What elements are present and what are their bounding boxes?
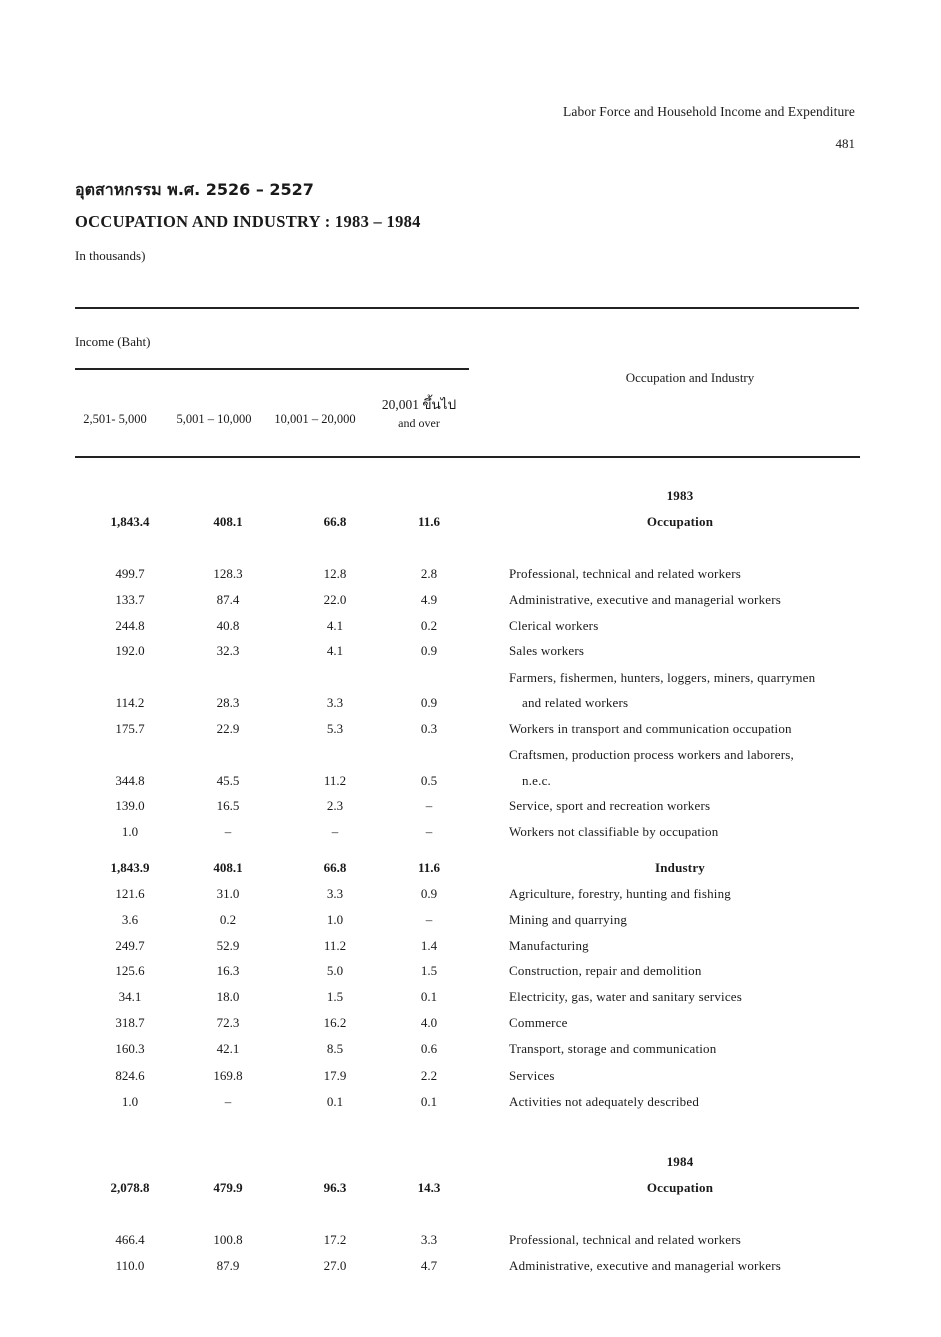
table-cell-value: 249.7 — [115, 938, 145, 953]
table-cell-value: 0.1 — [420, 1094, 438, 1109]
table-row — [0, 860, 941, 886]
table-cell-value: 11.6 — [417, 514, 441, 529]
table-cell-value: – — [425, 824, 433, 839]
table-cell-value: 318.7 — [115, 1015, 145, 1030]
table-cell-value: 87.4 — [216, 592, 240, 607]
table-cell-value: 4.1 — [326, 618, 344, 633]
row-label: Occupation — [646, 514, 714, 529]
table-cell-value: 2.3 — [326, 798, 344, 813]
table-cell-value: 34.1 — [118, 989, 142, 1004]
row-label: Transport, storage and communication — [509, 1041, 717, 1056]
table-cell-value: 32.3 — [216, 643, 240, 658]
table-cell-value: 0.2 — [420, 618, 438, 633]
table-cell-value: 1.5 — [326, 989, 344, 1004]
table-cell-value: 11.6 — [417, 860, 441, 875]
table-cell-value: 1.0 — [121, 824, 139, 839]
table-cell-value: 2.8 — [420, 566, 438, 581]
table-cell-value: 0.1 — [420, 989, 438, 1004]
table-cell-value: 125.6 — [115, 963, 145, 978]
table-cell-value: 3.3 — [326, 695, 344, 710]
row-label: 1984 — [666, 1154, 694, 1169]
table-row — [0, 773, 941, 799]
page-number: 481 — [835, 136, 855, 151]
row-label: and related workers — [522, 695, 629, 710]
table-cell-value: 192.0 — [115, 643, 145, 658]
table-cell-value: 114.2 — [115, 695, 145, 710]
page-title: OCCUPATION AND INDUSTRY : 1983 – 1984 — [75, 212, 421, 231]
table-cell-value: 479.9 — [213, 1180, 243, 1195]
table-cell-value: 4.7 — [420, 1258, 438, 1273]
table-cell-value: 4.9 — [420, 592, 438, 607]
row-label: Mining and quarrying — [509, 912, 628, 927]
table-cell-value: 18.0 — [216, 989, 240, 1004]
table-cell-value: 133.7 — [115, 592, 145, 607]
table-cell-value: 5.3 — [326, 721, 344, 736]
table-cell-value: 3.6 — [121, 912, 139, 927]
table-cell-value: 16.3 — [216, 963, 240, 978]
row-label: Activities not adequately described — [509, 1094, 700, 1109]
row-label: Commerce — [509, 1015, 568, 1030]
table-cell-value: 4.1 — [326, 643, 344, 658]
table-row — [0, 1180, 941, 1206]
table-cell-value: 466.4 — [115, 1232, 145, 1247]
table-cell-value: 175.7 — [115, 721, 145, 736]
table-cell-value: 3.3 — [326, 886, 344, 901]
table-cell-value: – — [425, 798, 433, 813]
stub-header: Occupation and Industry — [625, 370, 755, 385]
table-cell-value: 408.1 — [213, 514, 243, 529]
table-row — [0, 721, 941, 747]
table-cell-value: – — [224, 1094, 232, 1109]
column-header-3: 10,001 – 20,000 — [274, 412, 356, 426]
table-row — [0, 963, 941, 989]
table-row — [0, 1094, 941, 1120]
table-row — [0, 592, 941, 618]
table-cell-value: – — [224, 824, 232, 839]
row-label: Electricity, gas, water and sanitary services — [509, 989, 743, 1004]
table-cell-value: 87.9 — [216, 1258, 240, 1273]
table-row — [0, 488, 941, 514]
table-cell-value: 0.9 — [420, 643, 438, 658]
table-cell-value: 5.0 — [326, 963, 344, 978]
table-row — [0, 798, 941, 824]
table-cell-value: 17.9 — [323, 1068, 347, 1083]
thai-title: อุตสาหกรรม พ.ศ. 2526 – 2527 — [75, 180, 314, 199]
table-cell-value: 45.5 — [216, 773, 240, 788]
units-note: In thousands) — [75, 248, 146, 263]
row-label: Workers in transport and communication occupation — [509, 721, 792, 736]
table-row — [0, 938, 941, 964]
table-cell-value: 66.8 — [323, 860, 347, 875]
table-row — [0, 1258, 941, 1284]
column-header-4-sub: and over — [398, 416, 440, 430]
table-row — [0, 695, 941, 721]
column-header-2: 5,001 – 10,000 — [176, 412, 252, 426]
table-cell-value: 31.0 — [216, 886, 240, 901]
table-cell-value: 160.3 — [115, 1041, 145, 1056]
table-cell-value: 27.0 — [323, 1258, 347, 1273]
table-cell-value: 0.2 — [219, 912, 237, 927]
table-row — [0, 670, 941, 696]
table-row — [0, 1154, 941, 1180]
table-cell-value: 16.2 — [323, 1015, 347, 1030]
table-cell-value: 0.9 — [420, 695, 438, 710]
table-cell-value: 408.1 — [213, 860, 243, 875]
table-cell-value: 12.8 — [323, 566, 347, 581]
table-cell-value: 169.8 — [213, 1068, 243, 1083]
column-header-1: 2,501- 5,000 — [83, 412, 147, 426]
table-cell-value: 499.7 — [115, 566, 145, 581]
table-cell-value: 22.9 — [216, 721, 240, 736]
table-cell-value: 0.6 — [420, 1041, 438, 1056]
table-cell-value: 0.3 — [420, 721, 438, 736]
row-label: Farmers, fishermen, hunters, loggers, miners, quarrymen — [509, 670, 816, 685]
row-label: n.e.c. — [522, 773, 551, 788]
row-label: Manufacturing — [509, 938, 589, 953]
table-cell-value: 344.8 — [115, 773, 145, 788]
row-label: Occupation — [646, 1180, 714, 1195]
row-label: 1983 — [666, 488, 694, 503]
table-row — [0, 1015, 941, 1041]
row-label: Sales workers — [509, 643, 585, 658]
running-header: Labor Force and Household Income and Expenditure — [563, 104, 855, 119]
table-row — [0, 1041, 941, 1067]
table-cell-value: 96.3 — [323, 1180, 347, 1195]
table-cell-value: 110.0 — [115, 1258, 145, 1273]
table-cell-value: 139.0 — [115, 798, 145, 813]
table-cell-value: 1,843.9 — [110, 860, 150, 875]
table-cell-value: 1,843.4 — [110, 514, 150, 529]
table-row — [0, 618, 941, 644]
table-cell-value: 824.6 — [115, 1068, 145, 1083]
table-cell-value: 52.9 — [216, 938, 240, 953]
row-label: Administrative, executive and managerial workers — [509, 1258, 782, 1273]
row-label: Professional, technical and related workers — [509, 566, 742, 581]
row-label: Administrative, executive and managerial workers — [509, 592, 782, 607]
table-cell-value: 2,078.8 — [110, 1180, 150, 1195]
table-cell-value: 17.2 — [323, 1232, 347, 1247]
table-cell-value: 100.8 — [213, 1232, 243, 1247]
table-cell-value: 8.5 — [326, 1041, 344, 1056]
income-label: Income (Baht) — [75, 334, 151, 349]
table-cell-value: 0.5 — [420, 773, 438, 788]
table-cell-value: 42.1 — [216, 1041, 240, 1056]
table-cell-value: 244.8 — [115, 618, 145, 633]
row-label: Craftsmen, production process workers and laborers, — [509, 747, 794, 762]
row-label: Workers not classifiable by occupation — [509, 824, 719, 839]
table-cell-value: 121.6 — [115, 886, 145, 901]
table-cell-value: 0.9 — [420, 886, 438, 901]
table-row — [0, 824, 941, 850]
table-cell-value: 1.5 — [420, 963, 438, 978]
table-cell-value: 1.0 — [121, 1094, 139, 1109]
table-row — [0, 566, 941, 592]
table-cell-value: 11.2 — [323, 773, 347, 788]
row-label: Agriculture, forestry, hunting and fishing — [509, 886, 732, 901]
table-cell-value: 1.0 — [326, 912, 344, 927]
table-cell-value: 28.3 — [216, 695, 240, 710]
table-cell-value: 128.3 — [213, 566, 243, 581]
table-row — [0, 989, 941, 1015]
row-label: Professional, technical and related workers — [509, 1232, 742, 1247]
table-cell-value: 4.0 — [420, 1015, 438, 1030]
table-row — [0, 1068, 941, 1094]
table-cell-value: 2.2 — [420, 1068, 438, 1083]
table-cell-value: 40.8 — [216, 618, 240, 633]
table-cell-value: 22.0 — [323, 592, 347, 607]
table-row — [0, 747, 941, 773]
table-cell-value: 14.3 — [417, 1180, 441, 1195]
table-cell-value: 16.5 — [216, 798, 240, 813]
row-label: Construction, repair and demolition — [509, 963, 702, 978]
table-cell-value: 0.1 — [326, 1094, 344, 1109]
table-row — [0, 514, 941, 540]
table-row — [0, 886, 941, 912]
column-header-4: 20,001 ขึ้นไป — [381, 397, 457, 412]
table-row — [0, 912, 941, 938]
row-label: Services — [509, 1068, 555, 1083]
table-cell-value: – — [425, 912, 433, 927]
table-cell-value: 66.8 — [323, 514, 347, 529]
table-row — [0, 1232, 941, 1258]
table-cell-value: 3.3 — [420, 1232, 438, 1247]
table-cell-value: 11.2 — [323, 938, 347, 953]
row-label: Service, sport and recreation workers — [509, 798, 711, 813]
table-cell-value: 72.3 — [216, 1015, 240, 1030]
row-label: Clerical workers — [509, 618, 599, 633]
table-cell-value: 1.4 — [420, 938, 438, 953]
table-cell-value: – — [331, 824, 339, 839]
table-row — [0, 643, 941, 669]
row-label: Industry — [654, 860, 705, 875]
